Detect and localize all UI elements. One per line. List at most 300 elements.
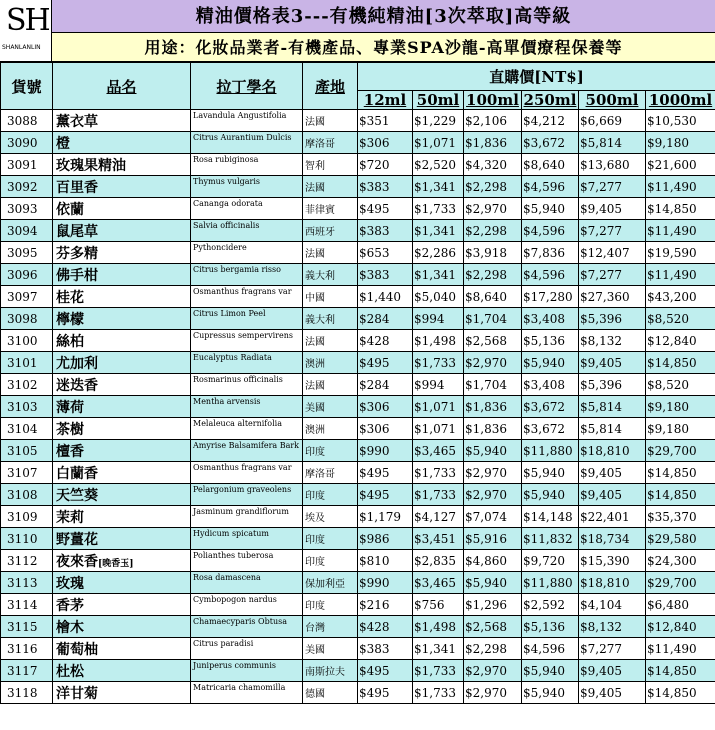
price-50ml: $994: [413, 308, 464, 330]
product-code: 3110: [1, 528, 53, 550]
product-name-text: 橙: [56, 135, 70, 152]
latin-name: Amyrise Balsamifera Bark: [191, 440, 303, 462]
origin: 摩洛哥: [303, 132, 358, 154]
price-12ml: $284: [358, 308, 413, 330]
price-50ml: $3,465: [413, 572, 464, 594]
product-code: 3093: [1, 198, 53, 220]
table-row: [1, 572, 715, 594]
price-500ml: $5,814: [579, 132, 646, 154]
product-name-text: 百里香: [56, 179, 98, 196]
table-row: [1, 264, 715, 286]
origin: 印度: [303, 528, 358, 550]
price-100ml: $4,320: [464, 154, 522, 176]
product-code: 3095: [1, 242, 53, 264]
origin: 美國: [303, 396, 358, 418]
price-250ml: $5,940: [522, 682, 579, 704]
price-250ml: $3,672: [522, 132, 579, 154]
origin: 保加利亞: [303, 572, 358, 594]
product-code: 3094: [1, 220, 53, 242]
price-100ml: $5,940: [464, 440, 522, 462]
latin-name: Chamaecyparis Obtusa: [191, 616, 303, 638]
product-name-text: 佛手柑: [56, 267, 98, 284]
price-500ml: $9,405: [579, 660, 646, 682]
origin: 摩洛哥: [303, 462, 358, 484]
product-name: [53, 198, 191, 220]
latin-name: Melaleuca alternifolia: [191, 418, 303, 440]
price-12ml: $1,179: [358, 506, 413, 528]
product-name: [53, 330, 191, 352]
header-size-500ml: 500ml: [579, 91, 646, 110]
table-row: [1, 308, 715, 330]
origin: 台灣: [303, 616, 358, 638]
price-1000ml: $29,580: [646, 528, 715, 550]
origin: 菲律賓: [303, 198, 358, 220]
origin: 埃及: [303, 506, 358, 528]
latin-name: Polianthes tuberosa: [191, 550, 303, 572]
latin-name: Citrus Limon Peel: [191, 308, 303, 330]
price-50ml: $1,071: [413, 396, 464, 418]
latin-name: Hydicum spicatum: [191, 528, 303, 550]
price-250ml: $4,212: [522, 110, 579, 132]
origin: 中國: [303, 286, 358, 308]
latin-name: Salvia officinalis: [191, 220, 303, 242]
product-name: [53, 594, 191, 616]
origin: 德國: [303, 682, 358, 704]
header-size-12ml: 12ml: [358, 91, 413, 110]
product-name: [53, 132, 191, 154]
price-12ml: $495: [358, 352, 413, 374]
price-12ml: $383: [358, 638, 413, 660]
price-50ml: $1,341: [413, 638, 464, 660]
price-100ml: $2,970: [464, 682, 522, 704]
price-500ml: $5,814: [579, 418, 646, 440]
price-250ml: $4,596: [522, 638, 579, 660]
logo-mark: SH: [6, 3, 49, 38]
price-1000ml: $14,850: [646, 352, 715, 374]
latin-name: Osmanthus fragrans var: [191, 286, 303, 308]
latin-name: Thymus vulgaris: [191, 176, 303, 198]
price-50ml: $1,733: [413, 660, 464, 682]
origin: 美國: [303, 638, 358, 660]
product-code: 3105: [1, 440, 53, 462]
price-1000ml: $9,180: [646, 132, 715, 154]
product-code: 3092: [1, 176, 53, 198]
price-1000ml: $12,840: [646, 616, 715, 638]
price-500ml: $15,390: [579, 550, 646, 572]
price-250ml: $5,940: [522, 198, 579, 220]
price-250ml: $4,596: [522, 220, 579, 242]
price-100ml: $1,704: [464, 308, 522, 330]
product-name-text: 夜來香: [56, 553, 98, 570]
price-500ml: $7,277: [579, 220, 646, 242]
latin-name: Rosa rubiginosa: [191, 154, 303, 176]
product-name: [53, 682, 191, 704]
origin: 印度: [303, 440, 358, 462]
price-50ml: $5,040: [413, 286, 464, 308]
price-250ml: $3,672: [522, 396, 579, 418]
product-code: 3108: [1, 484, 53, 506]
product-name: [53, 374, 191, 396]
price-250ml: $5,940: [522, 484, 579, 506]
price-50ml: $1,229: [413, 110, 464, 132]
product-name-text: 芬多精: [56, 245, 98, 262]
latin-name: Pythoncidere: [191, 242, 303, 264]
table-row: [1, 198, 715, 220]
latin-name: Rosa damascena: [191, 572, 303, 594]
price-500ml: $9,405: [579, 198, 646, 220]
price-50ml: $1,071: [413, 418, 464, 440]
price-250ml: $9,720: [522, 550, 579, 572]
latin-name: Matricaria chamomilla: [191, 682, 303, 704]
price-12ml: $216: [358, 594, 413, 616]
header-size-50ml: 50ml: [413, 91, 464, 110]
price-250ml: $3,672: [522, 418, 579, 440]
price-250ml: $14,148: [522, 506, 579, 528]
price-1000ml: $14,850: [646, 198, 715, 220]
price-100ml: $2,970: [464, 352, 522, 374]
product-name: [53, 154, 191, 176]
table-row: [1, 418, 715, 440]
price-12ml: $495: [358, 484, 413, 506]
product-name-text: 檜木: [56, 619, 84, 636]
table-row: [1, 154, 715, 176]
price-500ml: $12,407: [579, 242, 646, 264]
latin-name: Citrus Aurantium Dulcis: [191, 132, 303, 154]
price-500ml: $9,405: [579, 484, 646, 506]
product-name: [53, 352, 191, 374]
price-12ml: $986: [358, 528, 413, 550]
table-row: [1, 484, 715, 506]
price-1000ml: $8,520: [646, 374, 715, 396]
price-1000ml: $19,590: [646, 242, 715, 264]
product-name-text: 茶樹: [56, 421, 84, 438]
table-row: [1, 682, 715, 704]
product-name-text: 尤加利: [56, 355, 98, 372]
product-code: 3090: [1, 132, 53, 154]
product-name-text: 薰衣草: [56, 113, 98, 130]
table-row: [1, 352, 715, 374]
origin: 義大利: [303, 308, 358, 330]
price-500ml: $9,405: [579, 352, 646, 374]
price-100ml: $2,970: [464, 198, 522, 220]
price-1000ml: $11,490: [646, 220, 715, 242]
latin-name: Citrus bergamia risso: [191, 264, 303, 286]
price-100ml: $2,970: [464, 660, 522, 682]
product-code: 3096: [1, 264, 53, 286]
price-500ml: $13,680: [579, 154, 646, 176]
header-code: 貨號: [1, 63, 53, 110]
header-origin: 產地: [303, 63, 358, 110]
table-row: [1, 660, 715, 682]
product-name-text: 玫瑰: [56, 575, 84, 592]
product-name: [53, 220, 191, 242]
price-250ml: $5,136: [522, 330, 579, 352]
price-12ml: $990: [358, 440, 413, 462]
price-1000ml: $9,180: [646, 418, 715, 440]
product-code: 3114: [1, 594, 53, 616]
price-250ml: $3,408: [522, 308, 579, 330]
brand-logo: [0, 0, 52, 62]
price-100ml: $2,298: [464, 176, 522, 198]
price-500ml: $4,104: [579, 594, 646, 616]
price-1000ml: $12,840: [646, 330, 715, 352]
price-100ml: $2,568: [464, 330, 522, 352]
origin: 印度: [303, 594, 358, 616]
price-50ml: $1,341: [413, 176, 464, 198]
product-name-text: 迷迭香: [56, 377, 98, 394]
price-250ml: $5,136: [522, 616, 579, 638]
header-name: 品名: [53, 63, 191, 110]
product-code: 3102: [1, 374, 53, 396]
product-name: [53, 550, 191, 572]
product-name: [53, 660, 191, 682]
latin-name: Juniperus communis: [191, 660, 303, 682]
price-250ml: $8,640: [522, 154, 579, 176]
sheet-subtitle: 用途：化妝品業者-有機產品、專業SPA沙龍-高單價療程保養等: [52, 33, 715, 62]
price-1000ml: $8,520: [646, 308, 715, 330]
product-name-text: 桂花: [56, 289, 84, 306]
price-500ml: $5,396: [579, 308, 646, 330]
table-row: [1, 616, 715, 638]
price-12ml: $306: [358, 132, 413, 154]
price-250ml: $11,880: [522, 440, 579, 462]
price-500ml: $7,277: [579, 264, 646, 286]
price-100ml: $2,298: [464, 220, 522, 242]
price-500ml: $18,810: [579, 572, 646, 594]
price-250ml: $5,940: [522, 462, 579, 484]
price-250ml: $7,836: [522, 242, 579, 264]
price-50ml: $1,733: [413, 484, 464, 506]
latin-name: Cymbopogon nardus: [191, 594, 303, 616]
product-code: 3103: [1, 396, 53, 418]
price-500ml: $22,401: [579, 506, 646, 528]
product-name-text: 薄荷: [56, 399, 84, 416]
product-code: 3088: [1, 110, 53, 132]
product-name: [53, 638, 191, 660]
product-name: [53, 484, 191, 506]
latin-name: Jasminum grandiflorum: [191, 506, 303, 528]
product-code: 3100: [1, 330, 53, 352]
header-size-250ml: 250ml: [522, 91, 579, 110]
price-100ml: $1,836: [464, 418, 522, 440]
product-code: 3098: [1, 308, 53, 330]
origin: 西班牙: [303, 220, 358, 242]
price-50ml: $3,451: [413, 528, 464, 550]
price-12ml: $428: [358, 330, 413, 352]
price-50ml: $2,286: [413, 242, 464, 264]
product-name-text: 天竺葵: [56, 487, 98, 504]
header-latin: 拉丁學名: [191, 63, 303, 110]
product-name-text: 香茅: [56, 597, 84, 614]
price-500ml: $5,814: [579, 396, 646, 418]
product-name: [53, 176, 191, 198]
price-1000ml: $21,600: [646, 154, 715, 176]
price-1000ml: $9,180: [646, 396, 715, 418]
table-row: [1, 462, 715, 484]
table-row: [1, 550, 715, 572]
price-12ml: $351: [358, 110, 413, 132]
product-name: [53, 286, 191, 308]
price-100ml: $2,106: [464, 110, 522, 132]
product-code: 3104: [1, 418, 53, 440]
product-code: 3091: [1, 154, 53, 176]
price-100ml: $1,836: [464, 132, 522, 154]
price-250ml: $5,940: [522, 352, 579, 374]
price-12ml: $495: [358, 682, 413, 704]
price-250ml: $17,280: [522, 286, 579, 308]
latin-name: Lavandula Angustifolia: [191, 110, 303, 132]
price-500ml: $8,132: [579, 330, 646, 352]
price-100ml: $5,940: [464, 572, 522, 594]
product-name: [53, 616, 191, 638]
price-1000ml: $14,850: [646, 462, 715, 484]
price-500ml: $8,132: [579, 616, 646, 638]
price-12ml: $383: [358, 264, 413, 286]
table-row: [1, 242, 715, 264]
price-50ml: $1,733: [413, 462, 464, 484]
price-1000ml: $14,850: [646, 682, 715, 704]
header-price: 直購價[NT$]: [358, 63, 715, 91]
table-row: [1, 110, 715, 132]
origin: 印度: [303, 550, 358, 572]
price-1000ml: $11,490: [646, 176, 715, 198]
price-50ml: $2,835: [413, 550, 464, 572]
product-name: [53, 110, 191, 132]
price-250ml: $4,596: [522, 264, 579, 286]
origin: 印度: [303, 484, 358, 506]
price-1000ml: $6,480: [646, 594, 715, 616]
price-1000ml: $10,530: [646, 110, 715, 132]
origin: 澳洲: [303, 352, 358, 374]
price-50ml: $1,498: [413, 330, 464, 352]
price-100ml: $1,296: [464, 594, 522, 616]
price-12ml: $306: [358, 418, 413, 440]
price-50ml: $994: [413, 374, 464, 396]
product-code: 3117: [1, 660, 53, 682]
product-name: [53, 396, 191, 418]
table-row: [1, 374, 715, 396]
product-name-note: [晚香玉]: [98, 558, 134, 569]
price-12ml: $990: [358, 572, 413, 594]
product-code: 3101: [1, 352, 53, 374]
price-100ml: $2,298: [464, 638, 522, 660]
price-500ml: $9,405: [579, 682, 646, 704]
latin-name: Citrus paradisi: [191, 638, 303, 660]
price-12ml: $720: [358, 154, 413, 176]
price-250ml: $11,832: [522, 528, 579, 550]
price-100ml: $4,860: [464, 550, 522, 572]
product-name-text: 白蘭香: [56, 465, 98, 482]
table-row: [1, 440, 715, 462]
product-name-text: 絲柏: [56, 333, 84, 350]
product-code: 3118: [1, 682, 53, 704]
product-name-text: 依蘭: [56, 201, 84, 218]
price-1000ml: $29,700: [646, 572, 715, 594]
price-500ml: $7,277: [579, 176, 646, 198]
product-name: [53, 528, 191, 550]
latin-name: Cupressus sempervirens: [191, 330, 303, 352]
price-100ml: $1,704: [464, 374, 522, 396]
price-500ml: $5,396: [579, 374, 646, 396]
product-name-text: 杜松: [56, 663, 84, 680]
price-500ml: $18,734: [579, 528, 646, 550]
table-row: [1, 594, 715, 616]
product-name: [53, 242, 191, 264]
product-name: [53, 462, 191, 484]
price-50ml: $2,520: [413, 154, 464, 176]
product-name-text: 野薑花: [56, 531, 98, 548]
product-name-text: 茉莉: [56, 509, 84, 526]
price-1000ml: $11,490: [646, 264, 715, 286]
table-row: [1, 176, 715, 198]
price-50ml: $3,465: [413, 440, 464, 462]
table-row: [1, 330, 715, 352]
table-row: [1, 506, 715, 528]
price-250ml: $3,408: [522, 374, 579, 396]
price-500ml: $7,277: [579, 638, 646, 660]
product-code: 3113: [1, 572, 53, 594]
price-50ml: $1,733: [413, 682, 464, 704]
latin-name: Mentha arvensis: [191, 396, 303, 418]
price-500ml: $27,360: [579, 286, 646, 308]
price-100ml: $5,916: [464, 528, 522, 550]
price-50ml: $1,341: [413, 264, 464, 286]
price-1000ml: $14,850: [646, 484, 715, 506]
price-1000ml: $14,850: [646, 660, 715, 682]
price-12ml: $495: [358, 660, 413, 682]
price-12ml: $383: [358, 220, 413, 242]
origin: 智利: [303, 154, 358, 176]
logo-brand-text: SHANLANLIN: [2, 44, 41, 51]
price-1000ml: $43,200: [646, 286, 715, 308]
price-250ml: $5,940: [522, 660, 579, 682]
price-250ml: $2,592: [522, 594, 579, 616]
table-row: [1, 396, 715, 418]
sheet-title: 精油價格表3---有機純精油[3次萃取]高等級: [52, 0, 715, 33]
price-500ml: $18,810: [579, 440, 646, 462]
price-250ml: $4,596: [522, 176, 579, 198]
price-50ml: $1,071: [413, 132, 464, 154]
product-name-text: 檸檬: [56, 311, 84, 328]
table-row: [1, 286, 715, 308]
price-100ml: $2,970: [464, 484, 522, 506]
price-12ml: $495: [358, 462, 413, 484]
price-table: [0, 62, 715, 704]
origin: 法國: [303, 110, 358, 132]
product-code: 3116: [1, 638, 53, 660]
price-50ml: $756: [413, 594, 464, 616]
price-100ml: $2,568: [464, 616, 522, 638]
header-size-1000ml: 1000ml: [646, 91, 715, 110]
price-12ml: $1,440: [358, 286, 413, 308]
latin-name: Cananga odorata: [191, 198, 303, 220]
price-500ml: $9,405: [579, 462, 646, 484]
latin-name: Osmanthus fragrans var: [191, 462, 303, 484]
header-size-100ml: 100ml: [464, 91, 522, 110]
price-100ml: $3,918: [464, 242, 522, 264]
product-code: 3107: [1, 462, 53, 484]
price-100ml: $8,640: [464, 286, 522, 308]
product-code: 3115: [1, 616, 53, 638]
price-50ml: $1,498: [413, 616, 464, 638]
latin-name: Rosmarinus officinalis: [191, 374, 303, 396]
table-row: [1, 132, 715, 154]
price-1000ml: $24,300: [646, 550, 715, 572]
table-row: [1, 528, 715, 550]
product-name: [53, 264, 191, 286]
table-row: [1, 638, 715, 660]
price-50ml: $1,341: [413, 220, 464, 242]
